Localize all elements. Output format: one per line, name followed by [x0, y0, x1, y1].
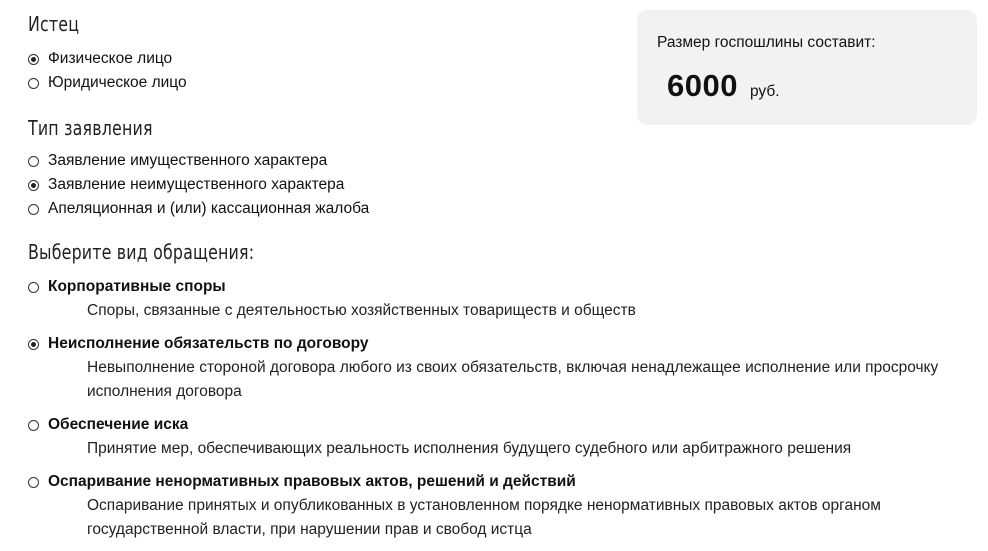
appeal-kind-title: Выберите вид обращения: — [28, 240, 255, 264]
application-type-option-appeal[interactable] — [28, 197, 369, 221]
radio-unchecked-icon[interactable] — [28, 420, 39, 431]
appeal-option-label: Обеспечение иска — [48, 416, 189, 433]
appeal-option-head[interactable] — [28, 332, 978, 356]
radio-unchecked-icon[interactable] — [28, 204, 39, 215]
application-type-radio-group — [28, 149, 369, 221]
appeal-option-description: Невыполнение стороной договора любого из своих обязательств, включая ненадлежащее исполнение или просрочку исполнения договора — [87, 359, 939, 400]
fee-amount — [667, 68, 780, 104]
application-type-option-non-property[interactable] — [28, 173, 369, 197]
radio-checked-icon[interactable] — [28, 180, 39, 191]
plaintiff-option-label: Физическое лицо — [48, 50, 173, 67]
appeal-option-label: Оспаривание ненормативных правовых актов, решений и действий — [48, 473, 576, 490]
fee-unit: руб. — [749, 83, 780, 100]
appeal-option-description: Принятие мер, обеспечивающих реальность исполнения будущего судебного или арбитражного решения — [87, 440, 852, 457]
appeal-option-claim-security — [28, 413, 978, 461]
appeal-kind-radio-group — [28, 275, 978, 551]
appeal-option-contesting-acts — [28, 470, 978, 542]
radio-unchecked-icon[interactable] — [28, 282, 39, 293]
fee-summary-card — [637, 10, 977, 125]
appeal-option-head[interactable] — [28, 275, 978, 299]
plaintiff-title: Истец — [28, 12, 80, 36]
appeal-option-contract-breach — [28, 332, 978, 404]
appeal-option-label: Корпоративные споры — [48, 278, 226, 295]
appeal-option-corporate-disputes — [28, 275, 978, 323]
radio-unchecked-icon[interactable] — [28, 477, 39, 488]
appeal-option-head[interactable] — [28, 470, 978, 494]
fee-value: 6000 — [667, 68, 738, 103]
radio-checked-icon[interactable] — [28, 339, 39, 350]
radio-unchecked-icon[interactable] — [28, 156, 39, 167]
radio-checked-icon[interactable] — [28, 54, 39, 65]
application-type-option-label: Апеляционная и (или) кассационная жалоба — [48, 200, 370, 217]
application-type-option-property[interactable] — [28, 149, 369, 173]
radio-unchecked-icon[interactable] — [28, 78, 39, 89]
application-type-option-label: Заявление неимущественного характера — [48, 176, 345, 193]
application-type-option-label: Заявление имущественного характера — [48, 152, 328, 169]
appeal-option-label: Неисполнение обязательств по договору — [48, 335, 369, 352]
application-type-title: Тип заявления — [28, 116, 153, 140]
appeal-option-head[interactable] — [28, 413, 978, 437]
appeal-option-description: Споры, связанные с деятельностью хозяйственных товариществ и обществ — [87, 302, 636, 319]
fee-label: Размер госпошлины составит: — [657, 34, 876, 51]
plaintiff-radio-group — [28, 47, 187, 95]
plaintiff-option-legal-entity[interactable] — [28, 71, 187, 95]
appeal-option-description: Оспаривание принятых и опубликованных в установленном порядке ненормативных правовых актов органом государственной власти, при нарушении прав и свобод истца — [87, 497, 881, 538]
plaintiff-option-label: Юридическое лицо — [48, 74, 187, 91]
plaintiff-option-individual[interactable] — [28, 47, 187, 71]
